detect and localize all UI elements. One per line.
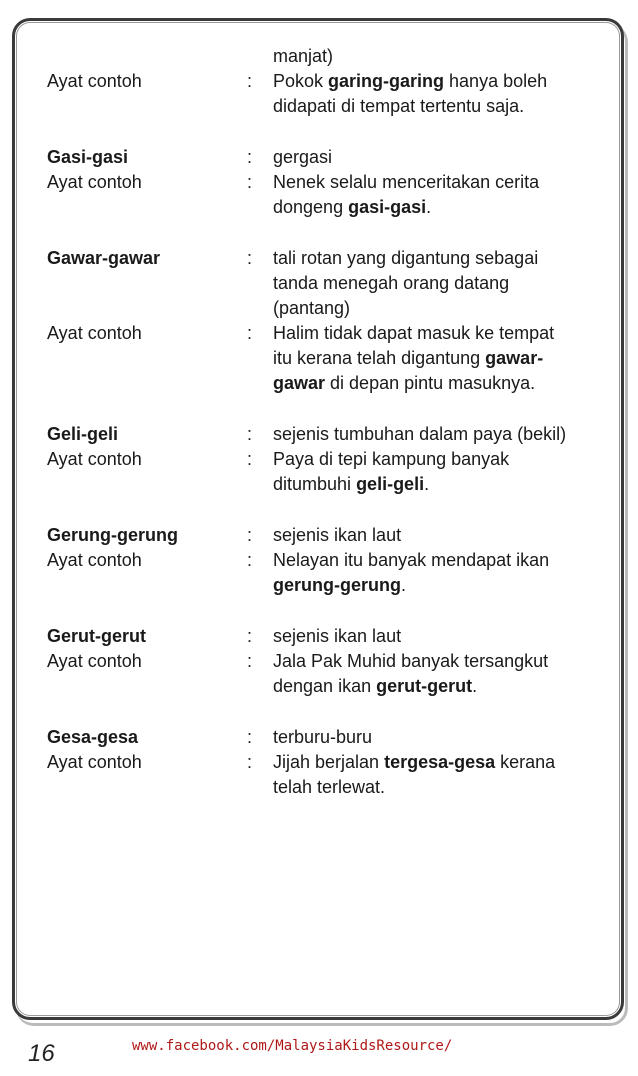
example-sentence: [273, 447, 587, 497]
glossary-entry: [47, 725, 587, 800]
example-label: Ayat contoh: [47, 449, 142, 469]
example-sentence: [273, 321, 587, 396]
highlighted-term: tergesa-gesa: [384, 752, 496, 772]
glossary-entries: [47, 44, 587, 826]
definition: [273, 725, 587, 750]
definition: [273, 246, 587, 321]
entry-row: [47, 321, 587, 396]
text-span: .: [401, 575, 407, 595]
text-span: di depan pintu masuknya.: [325, 373, 536, 393]
headword: Gasi-gasi: [47, 147, 129, 167]
text-span: hanya boleh didapati di tempat tertentu saja.: [273, 71, 548, 116]
page-number: 16: [28, 1040, 55, 1067]
entry-row: [47, 170, 587, 220]
headword: Gawar-gawar: [47, 248, 161, 268]
separator-colon: :: [247, 626, 253, 646]
text-span: kerana telah terlewat.: [273, 752, 556, 797]
text-span: sejenis ikan laut: [273, 525, 402, 545]
separator-colon: :: [247, 424, 253, 444]
text-span: terburu-buru: [273, 727, 373, 747]
glossary-entry: [47, 523, 587, 598]
glossary-entry: [47, 624, 587, 699]
separator-colon: :: [247, 172, 253, 192]
highlighted-term: gerut-gerut: [376, 676, 473, 696]
separator-colon: :: [247, 449, 253, 469]
example-label: Ayat contoh: [47, 550, 142, 570]
example-sentence: [273, 170, 587, 220]
example-label: Ayat contoh: [47, 71, 142, 91]
glossary-entry: [47, 422, 587, 497]
entry-row: [47, 422, 587, 447]
separator-colon: :: [247, 525, 253, 545]
separator-colon: :: [247, 651, 253, 671]
example-label: Ayat contoh: [47, 323, 142, 343]
example-label: Ayat contoh: [47, 651, 142, 671]
text-span: Nelayan itu banyak mendapat ikan: [273, 550, 550, 570]
separator-colon: :: [247, 248, 253, 268]
entry-row: [47, 624, 587, 649]
example-label: Ayat contoh: [47, 752, 142, 772]
separator-colon: :: [247, 323, 253, 343]
highlighted-term: gawar-gawar: [273, 348, 544, 393]
definition: [273, 145, 587, 170]
text-span: Jala Pak Muhid banyak tersangkut dengan ikan: [273, 651, 549, 696]
highlighted-term: geli-geli: [356, 474, 425, 494]
highlighted-term: gerung-gerung: [273, 575, 401, 595]
example-label: Ayat contoh: [47, 172, 142, 192]
text-span: gergasi: [273, 147, 333, 167]
example-sentence: [273, 750, 587, 800]
entry-row: [47, 523, 587, 548]
highlighted-term: gasi-gasi: [348, 197, 427, 217]
separator-colon: :: [247, 71, 253, 91]
text-span: .: [424, 474, 430, 494]
text-span: Halim tidak dapat masuk ke tempat itu kerana telah digantung: [273, 323, 555, 368]
example-sentence: [273, 69, 587, 119]
separator-colon: :: [247, 752, 253, 772]
entry-row: [47, 548, 587, 598]
text-span: .: [426, 197, 432, 217]
glossary-entry: [47, 246, 587, 396]
headword: Geli-geli: [47, 424, 119, 444]
separator-colon: :: [247, 727, 253, 747]
glossary-entry: [47, 145, 587, 220]
footer-url[interactable]: www.facebook.com/MalaysiaKidsResource/: [132, 1038, 453, 1054]
headword: Gesa-gesa: [47, 727, 139, 747]
example-sentence: [273, 548, 587, 598]
text-span: Jijah berjalan: [273, 752, 385, 772]
entry-row: [47, 246, 587, 321]
entry-row: [47, 44, 587, 69]
text-span: manjat): [273, 46, 334, 66]
glossary-entry: [47, 44, 587, 119]
text-span: Paya di tepi kampung banyak ditumbuhi: [273, 449, 510, 494]
separator-colon: :: [247, 147, 253, 167]
text-span: sejenis ikan laut: [273, 626, 402, 646]
entry-row: [47, 69, 587, 119]
definition: [273, 44, 587, 69]
entry-row: [47, 649, 587, 699]
entry-row: [47, 725, 587, 750]
definition: [273, 624, 587, 649]
headword: Gerung-gerung: [47, 525, 178, 545]
headword: Gerut-gerut: [47, 626, 146, 646]
text-span: tali rotan yang digantung sebagai tanda menegah orang datang (pantang): [273, 248, 539, 318]
entry-row: [47, 750, 587, 800]
definition: [273, 422, 587, 447]
entry-row: [47, 145, 587, 170]
entry-row: [47, 447, 587, 497]
text-span: Pokok: [273, 71, 329, 91]
example-sentence: [273, 649, 587, 699]
text-span: Nenek selalu menceritakan cerita dongeng: [273, 172, 540, 217]
definition: [273, 523, 587, 548]
text-span: sejenis tumbuhan dalam paya (bekil): [273, 424, 567, 444]
separator-colon: :: [247, 550, 253, 570]
text-span: .: [472, 676, 478, 696]
highlighted-term: garing-garing: [328, 71, 445, 91]
